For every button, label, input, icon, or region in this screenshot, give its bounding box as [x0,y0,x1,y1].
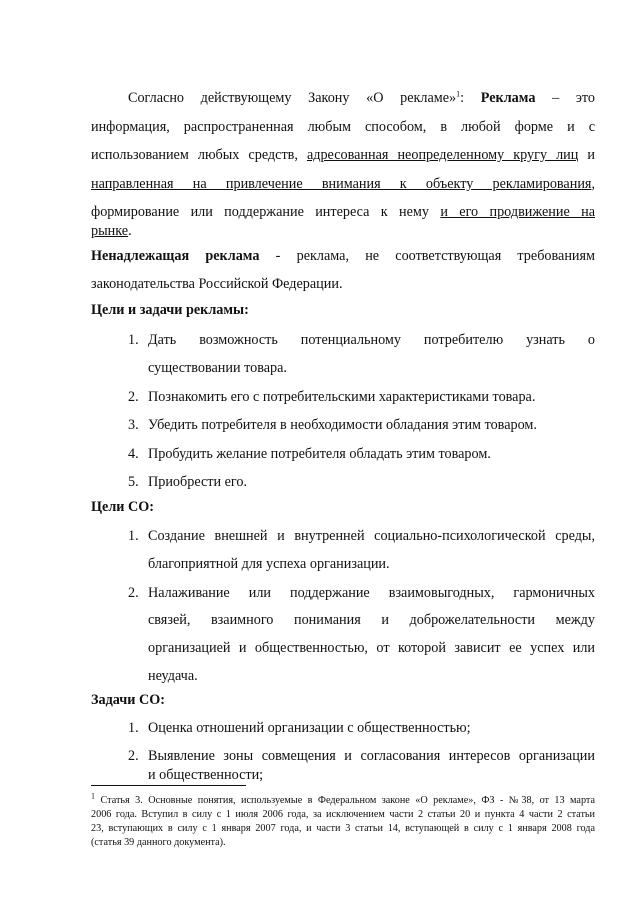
footnote-line-4: (статья 39 данного документа). [91,837,226,848]
list-item-continuation: благоприятной для успеха организации. [148,556,390,572]
section-heading [91,690,595,710]
list-item [128,746,595,766]
underlined-phrase: адресованная неопределенному кругу лиц [306,147,579,163]
list-number: 2. [128,585,139,601]
underlined-phrase: и его продвижение на [440,204,595,220]
footnote-line-2: 2006 года. Вступил в силу с 1 июля 2006 года, за исключением части 2 статьи 20 и пункта 4 части 2 статьи [91,809,595,820]
list-item [128,718,595,738]
list-item [128,444,595,464]
list-number: 1. [128,720,139,736]
intro-text: Согласно действующему Закону «О рекламе» [128,90,457,106]
term-advertising: Реклама [480,90,536,106]
intro-text: формирование или поддержание интереса к нему [91,204,429,220]
intro-line-4 [91,174,595,194]
intro-colon: : [460,90,465,106]
list-number: 3. [128,417,139,433]
footnote-separator [91,785,246,786]
term-improper-advertising: Ненадлежащая реклама [91,248,260,264]
intro-text: , [591,176,595,192]
heading-text: Цели СО: [91,499,155,515]
list-number: 5. [128,474,139,490]
improper-line-1 [91,246,595,266]
list-item [128,387,595,407]
list-text: Выявление зоны совмещения и согласования интересов организации [148,748,595,764]
footnote-line-1 [91,791,596,808]
list-text: Пробудить желание потребителя обладать этим товаром. [148,446,491,462]
list-text: Познакомить его с потребительскими характеристиками товара. [148,389,536,405]
heading-text: Задачи СО: [91,692,166,708]
improper-text: - реклама, не соответствующая требованиям [275,248,596,264]
improper-line-2: законодательства Российской Федерации. [91,276,343,292]
intro-line-5 [91,202,595,222]
list-text: Оценка отношений организации с общественностью; [148,720,471,736]
intro-text: – это [552,90,596,106]
list-text: Налаживание или поддержание взаимовыгодных, гармоничных [148,585,595,601]
list-number: 1. [128,332,139,348]
list-item [128,526,595,546]
intro-text: использованием любых средств, [91,147,298,163]
footnote-text: Статья 3. Основные понятия, используемые в Федеральном законе «О рекламе», ФЗ - №38, от 13 марта [100,795,596,806]
list-item [128,583,595,603]
intro-text: и [587,147,596,163]
list-item [128,472,595,492]
list-item [128,415,595,435]
list-number: 4. [128,446,139,462]
list-number: 1. [128,528,139,544]
heading-text: Цели и задачи рекламы: [91,302,249,318]
list-number: 2. [128,748,139,764]
intro-line-6 [91,221,595,241]
intro-text: . [128,223,132,239]
list-text: Дать возможность потенциальному потребителю узнать о [148,332,595,348]
list-item-continuation: связей, взаимного понимания и доброжелательности между [148,612,595,628]
intro-line-2: информация, распространенная любым способом, в любой форме и с [91,119,595,135]
list-item-continuation: существовании товара. [148,360,287,376]
section-heading [91,300,595,320]
footnote-line-3: 23, вступающих в силу с 1 января 2007 года, и части 3 статьи 14, вступающей в силу с 1 января 2008 года [91,823,595,834]
underlined-phrase: направленная на привлечение внимания к объекту рекламирования [91,176,592,192]
list-item-continuation: и общественности; [148,767,264,783]
underlined-phrase: рынке [91,223,129,239]
footnote-ref: 1 [456,89,461,99]
list-text: Приобрести его. [148,474,248,490]
list-item-continuation: организацией и общественностью, от которой зависит ее успех или [148,640,595,656]
list-item-continuation: неудача. [148,668,198,684]
section-heading [91,497,595,517]
list-text: Создание внешней и внутренней социально-психологической среды, [148,528,595,544]
intro-line-1 [128,88,595,108]
intro-line-3 [91,145,595,165]
list-item [128,330,595,350]
list-number: 2. [128,389,139,405]
list-text: Убедить потребителя в необходимости обладания этим товаром. [148,417,537,433]
footnote-mark: 1 [91,791,95,801]
